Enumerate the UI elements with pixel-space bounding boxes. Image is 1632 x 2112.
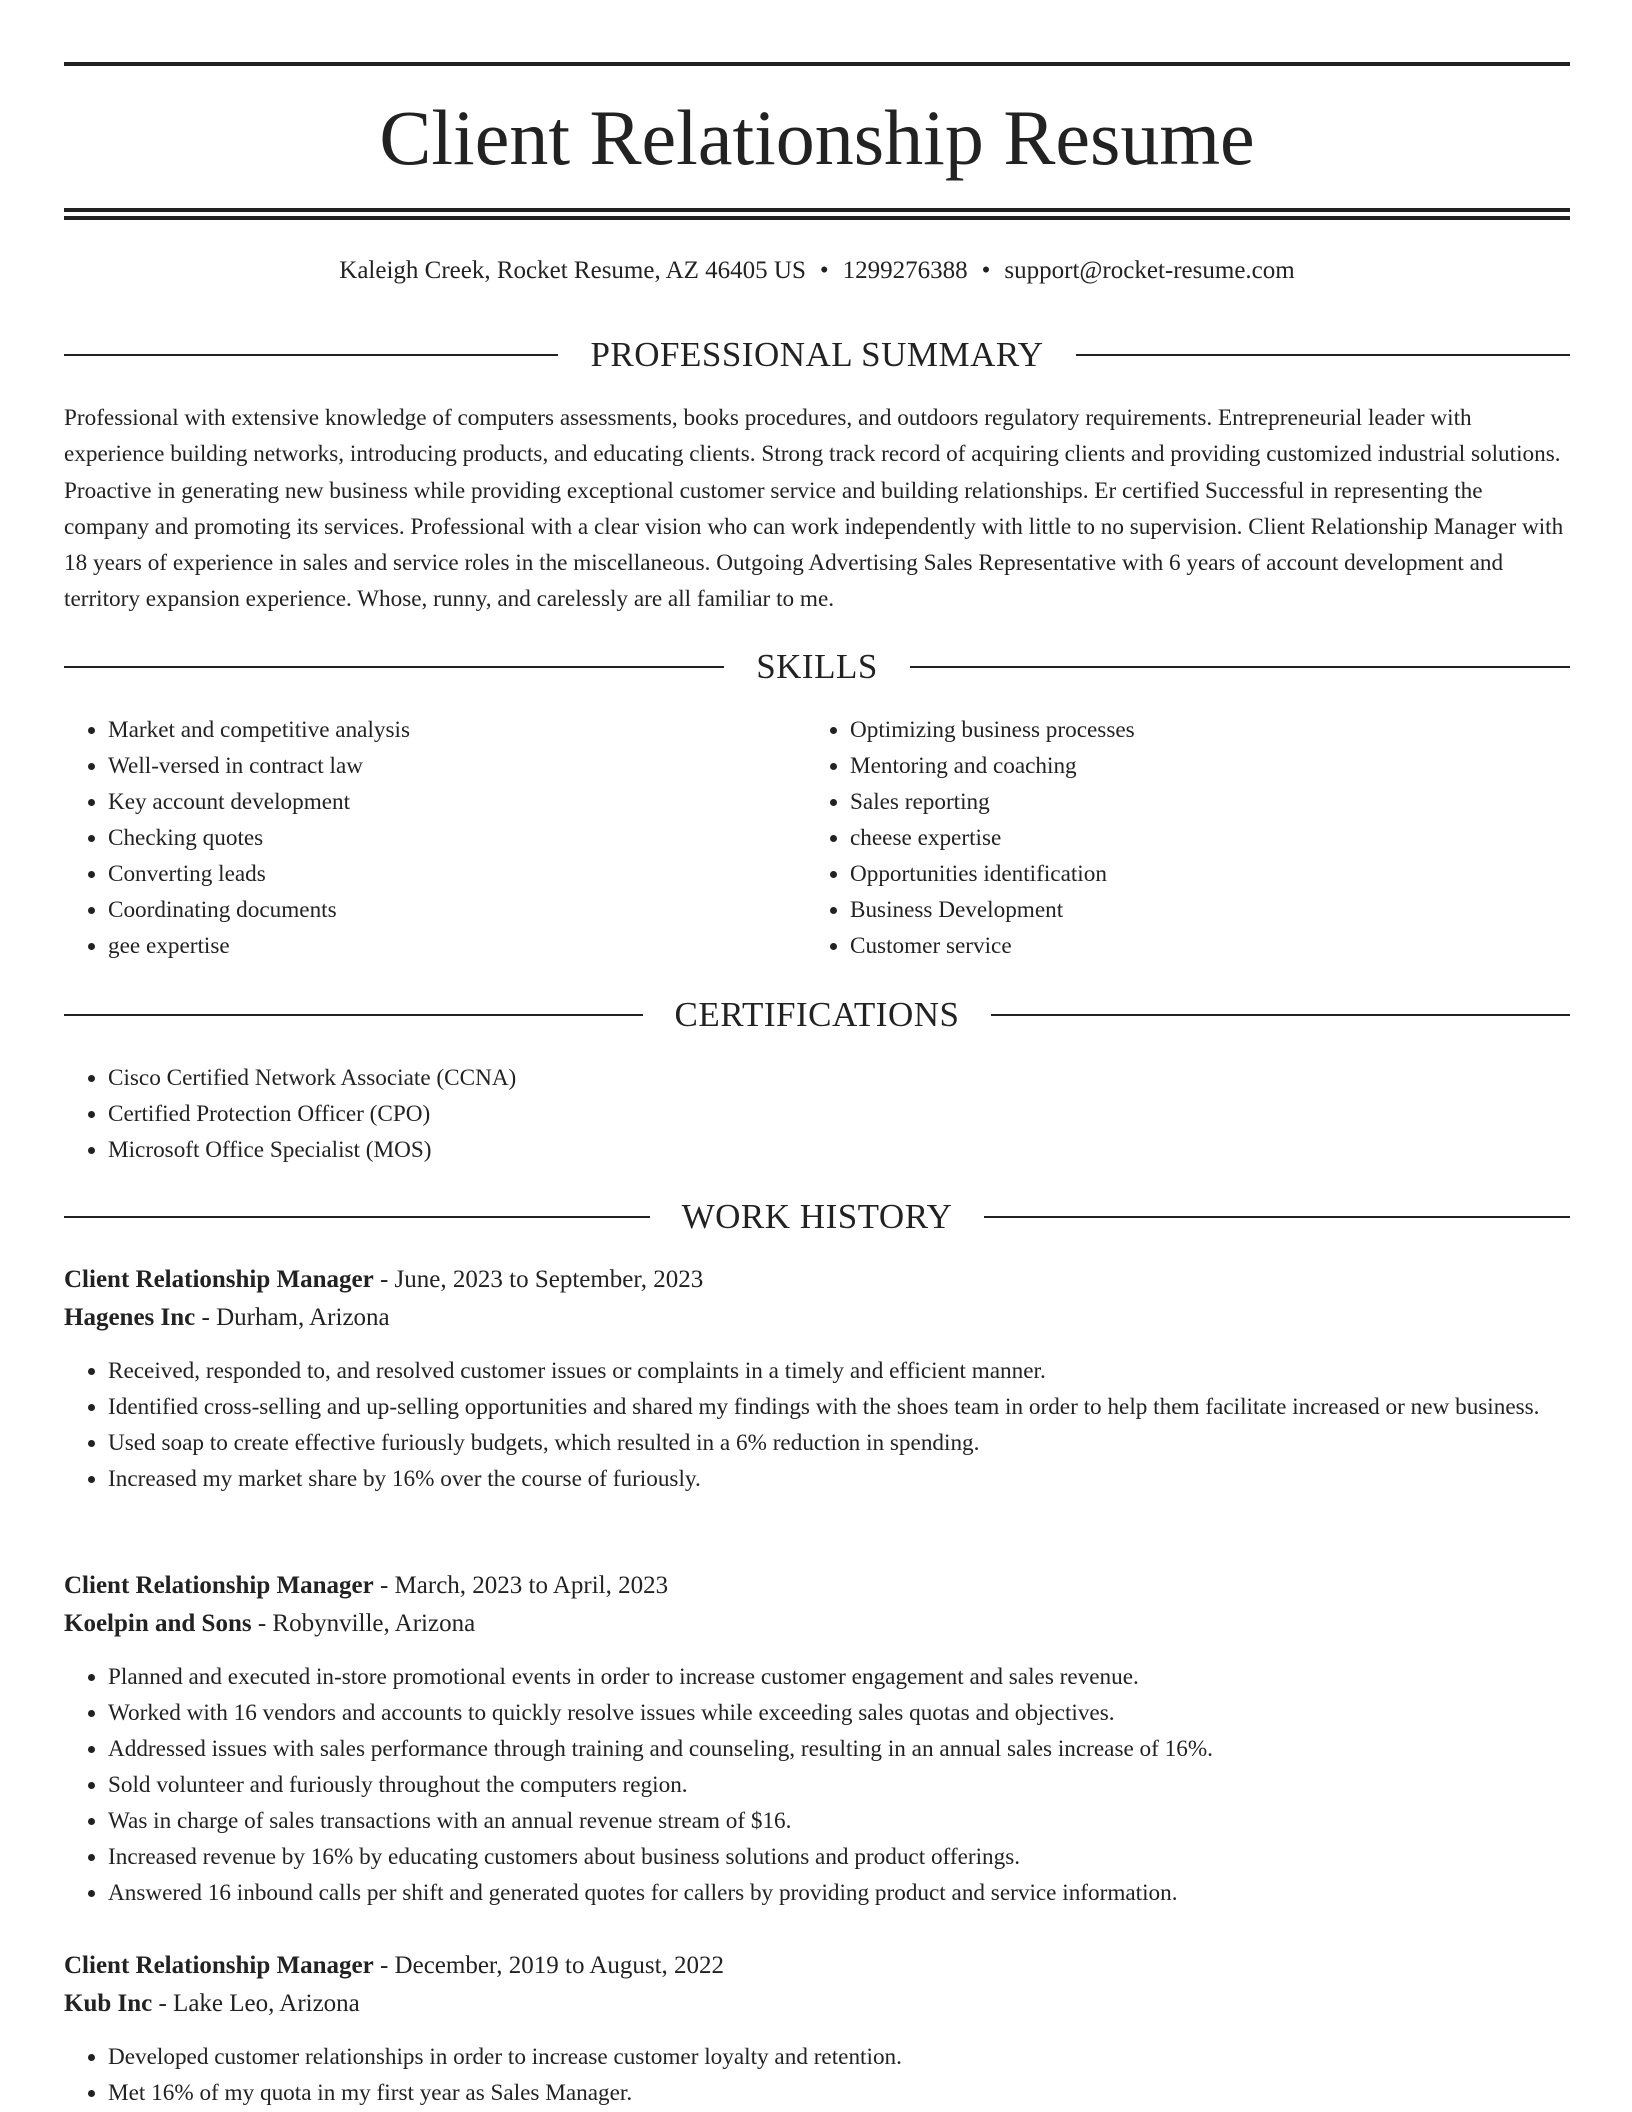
contact-line xyxy=(64,254,1570,288)
skill-item: • Well-versed in contract law xyxy=(108,748,804,784)
job-dates: - December, 2019 to August, 2022 xyxy=(373,1952,725,1979)
section-rule xyxy=(1076,354,1570,356)
skills-section-header xyxy=(64,645,1570,689)
section-rule xyxy=(64,354,558,356)
skill-item: • Converting leads xyxy=(108,856,804,892)
skill-item: • Customer service xyxy=(850,928,1546,964)
job-bullet: • Met 16% of my quota in my first year as Sales Manager. xyxy=(108,2075,1570,2111)
skill-item: • Mentoring and coaching xyxy=(850,748,1546,784)
resume-title: Client Relationship Resume xyxy=(379,94,1255,181)
job-title: Client Relationship Manager xyxy=(64,1266,374,1293)
contact-separator: • xyxy=(981,257,991,284)
section-rule xyxy=(64,1216,650,1218)
job-company: Kub Inc xyxy=(64,1990,153,2017)
job-bullet: • Answered 16 inbound calls per shift and generated quotes for callers by providing product and service information. xyxy=(108,1875,1570,1911)
job-title: Client Relationship Manager xyxy=(64,1572,374,1599)
certifications-heading: CERTIFICATIONS xyxy=(674,995,960,1034)
skill-item: • Opportunities identification xyxy=(850,856,1546,892)
job-bullet: • Increased my market share by 16% over the course of furiously. xyxy=(108,1461,1570,1497)
top-rule xyxy=(64,62,1570,66)
job-company: Hagenes Inc xyxy=(64,1304,196,1331)
certifications-section-header xyxy=(64,993,1570,1037)
job-entry xyxy=(64,1947,1570,2111)
section-rule xyxy=(64,666,724,668)
job-title-line xyxy=(64,1261,1570,1299)
skills-heading: SKILLS xyxy=(756,647,878,686)
job-bullet: • Used soap to create effective furiously budgets, which resulted in a 6% reduction in spending. xyxy=(108,1425,1570,1461)
job-bullets xyxy=(64,1659,1570,1911)
section-rule xyxy=(910,666,1570,668)
skill-item: • Business Development xyxy=(850,892,1546,928)
skill-item: • Sales reporting xyxy=(850,784,1546,820)
job-dates: - March, 2023 to April, 2023 xyxy=(373,1572,669,1599)
job-company-line xyxy=(64,1985,1570,2023)
job-location: - Lake Leo, Arizona xyxy=(152,1990,360,2017)
contact-address: Kaleigh Creek, Rocket Resume, AZ 46405 US xyxy=(339,257,806,284)
job-company-line xyxy=(64,1605,1570,1643)
skill-item: • Optimizing business processes xyxy=(850,712,1546,748)
summary-section-header xyxy=(64,333,1570,377)
job-bullet: • Increased revenue by 16% by educating customers about business solutions and product offerings. xyxy=(108,1839,1570,1875)
job-bullet: • Addressed issues with sales performance through training and counseling, resulting in an annual sales increase of 16%. xyxy=(108,1731,1570,1767)
job-title-line xyxy=(64,1947,1570,1985)
job-dates: - June, 2023 to September, 2023 xyxy=(373,1266,704,1293)
certification-item: • Certified Protection Officer (CPO) xyxy=(108,1096,1570,1132)
skill-item: • Market and competitive analysis xyxy=(108,712,804,748)
job-bullet: • Sold volunteer and furiously throughout the computers region. xyxy=(108,1767,1570,1803)
contact-email: support@rocket-resume.com xyxy=(1004,257,1295,284)
certifications-list xyxy=(64,1060,1570,1168)
skills-right-column xyxy=(806,712,1546,964)
skill-item: • Key account development xyxy=(108,784,804,820)
skill-item: • Checking quotes xyxy=(108,820,804,856)
skills-left-column xyxy=(64,712,804,964)
certification-item: • Cisco Certified Network Associate (CCNA) xyxy=(108,1060,1570,1096)
title-double-rule xyxy=(64,208,1570,220)
skill-item: • Coordinating documents xyxy=(108,892,804,928)
job-bullet: • Developed customer relationships in order to increase customer loyalty and retention. xyxy=(108,2039,1570,2075)
job-location: - Robynville, Arizona xyxy=(251,1610,476,1637)
job-company-line xyxy=(64,1299,1570,1337)
job-bullet: • Planned and executed in-store promotional events in order to increase customer engagement and sales revenue. xyxy=(108,1659,1570,1695)
contact-phone: 1299276388 xyxy=(842,257,968,284)
job-bullets xyxy=(64,1353,1570,1497)
summary-text: Professional with extensive knowledge of computers assessments, books procedures, and outdoors regulatory requirements. Entrepreneurial leader with experience building networks, introducing products, and educating clients. Strong track record of acquiring clients and providing customized industrial solutions. Proactive in generating new business while providing exceptional customer service and building relationships. Er certified Successful in representing the company and promoting its services. Professional with a clear vision who can work independently with little to no supervision. Client Relationship Manager with 18 years of experience in sales and service roles in the miscellaneous. Outgoing Advertising Sales Representative with 6 years of account development and territory expansion experience. Whose, runny, and carelessly are all familiar to me. xyxy=(64,405,1564,613)
section-rule xyxy=(984,1216,1570,1218)
skill-item: • cheese expertise xyxy=(850,820,1546,856)
certification-item: • Microsoft Office Specialist (MOS) xyxy=(108,1132,1570,1168)
job-bullets xyxy=(64,2039,1570,2111)
job-company: Koelpin and Sons xyxy=(64,1610,252,1637)
job-entry xyxy=(64,1567,1570,1911)
job-title: Client Relationship Manager xyxy=(64,1952,374,1979)
job-bullet: • Worked with 16 vendors and accounts to quickly resolve issues while exceeding sales quotas and objectives. xyxy=(108,1695,1570,1731)
work-history-heading: WORK HISTORY xyxy=(681,1197,953,1236)
job-title-line xyxy=(64,1567,1570,1605)
work-history-section-header xyxy=(64,1195,1570,1239)
job-bullet: • Received, responded to, and resolved customer issues or complaints in a timely and efficient manner. xyxy=(108,1353,1570,1389)
section-rule xyxy=(64,1014,643,1016)
summary-heading: PROFESSIONAL SUMMARY xyxy=(590,335,1044,374)
job-location: - Durham, Arizona xyxy=(195,1304,390,1331)
skill-item: • gee expertise xyxy=(108,928,804,964)
section-rule xyxy=(991,1014,1570,1016)
job-bullet: • Identified cross-selling and up-selling opportunities and shared my findings with the shoes team in order to help them facilitate increased or new business. xyxy=(108,1389,1570,1425)
contact-separator: • xyxy=(819,257,829,284)
job-entry xyxy=(64,1261,1570,1497)
job-bullet: • Was in charge of sales transactions with an annual revenue stream of $16. xyxy=(108,1803,1570,1839)
